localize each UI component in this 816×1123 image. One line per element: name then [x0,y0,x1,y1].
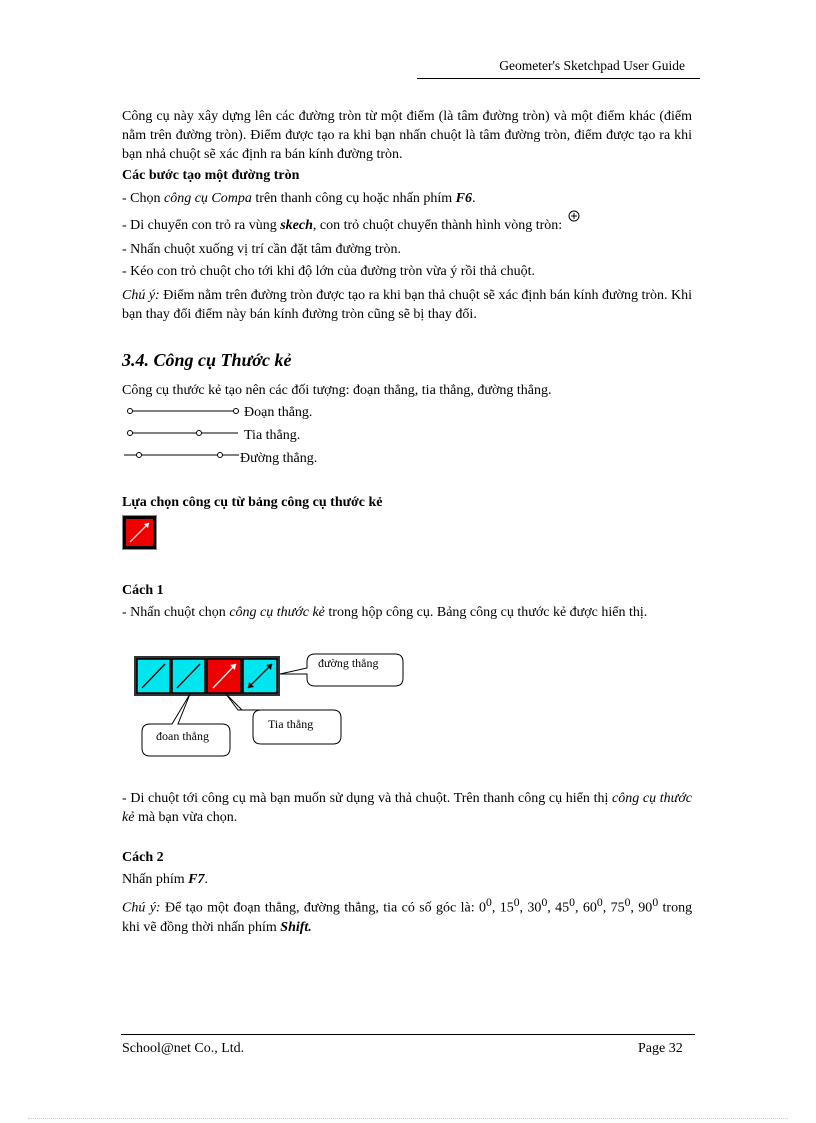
circle-note: Chú ý: Điểm nằm trên đường tròn được tạo ra khi bạn thả chuột sẽ xác định bán kính đường tròn. Khi bạn thay đổi điểm này bán kính đường tròn cũng sẽ bị thay đổi. [122,288,693,322]
circle-step-4: - Kéo con trỏ chuột cho tới khi độ lớn của đường tròn vừa ý rồi thả chuột. [122,264,535,279]
ruler-samples-graphic [124,404,244,464]
method1-heading: Cách 1 [122,583,164,598]
ray-tool-button[interactable] [207,659,241,693]
sample-line-label: Đường thẳng. [240,451,318,466]
footer-page-number: Page 32 [638,1041,683,1056]
method1-release-text: - Di chuột tới công cụ mà bạn muốn sử dụng và thả chuột. Trên thanh công cụ hiển thị công cụ thước kẻ mà bạn vừa chọn. [122,791,693,825]
sample-segment-label: Đoạn thẳng. [244,405,313,420]
method1-text: - Nhấn chuột chọn công cụ thước kẻ trong hộp công cụ. Bảng công cụ thước kẻ được hiển thị. [122,605,648,620]
circle-step-2: - Di chuyển con trỏ ra vùng skech, con trỏ chuột chuyển thành hình vòng tròn: [122,216,578,235]
ruler-tool-button[interactable] [122,515,157,550]
callout-ray-label: Tia thẳng [268,717,314,731]
header-rule [417,78,700,79]
line-tool-button[interactable] [243,659,277,693]
circle-step-1: - Chọn công cụ Compa trên thanh công cụ hoặc nhấn phím F6. [122,191,476,206]
page-edge-dots [28,1118,788,1119]
circle-steps-heading: Các bước tạo một đường tròn [122,168,300,183]
sample-ray-label: Tia thẳng. [244,428,301,443]
header-title: Geometer's Sketchpad User Guide [499,58,685,73]
callout-segment-label: đoan thẳng [156,729,209,743]
segment-tool-button[interactable] [137,659,170,693]
footer-rule [121,1034,695,1035]
section-title: 3.4. Công cụ Thước kẻ [122,350,292,370]
circle-step-3: - Nhấn chuột xuống vị trí cần đặt tâm đường tròn. [122,242,401,257]
method2-heading: Cách 2 [122,850,164,865]
method2-press-text: Nhấn phím F7. [122,872,208,887]
callout-line-label: đường thẳng [318,656,379,670]
ray-segment-tool-button[interactable] [172,659,205,693]
ruler-select-heading: Lựa chọn công cụ từ bảng công cụ thước kẻ [122,495,383,510]
method2-note: Chú ý: Để tạo một đoạn thẳng, đường thẳng, tia có số góc là: $0^0$, $15^0$, $30^0$, $45^0$, $60^0$, $75^0$, $90^0$ trong khi vẽ đồng thời nhấn phím Shift. [122,896,693,935]
footer-company: School@net Co., Ltd. [122,1041,245,1056]
intro-paragraph: Công cụ này xây dựng lên các đường tròn từ một điểm (là tâm đường tròn) và một điểm khác (điểm nằm trên đường tròn). Điểm được tạo ra khi bạn nhấn chuột là tâm đường tròn, điểm được tạo ra khi bạn nhả chuột sẽ xác định ra bán kính đường tròn. [122,109,692,162]
section-intro: Công cụ thước kẻ tạo nên các đối tượng: đoạn thẳng, tia thẳng, đường thẳng. [122,383,552,398]
circle-cursor-icon [568,210,580,222]
